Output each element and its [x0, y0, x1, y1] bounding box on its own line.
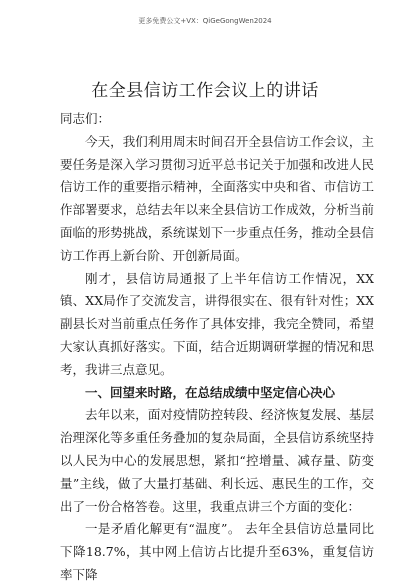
document-body	[60, 108, 374, 587]
document-title: 在全县信访工作会议上的讲话	[91, 81, 319, 101]
salutation: 同志们：	[60, 111, 111, 126]
header-watermark: 更多免费公文+VX：QiGeGongWen2024	[138, 17, 272, 25]
paragraph-1: 今天，我们利用周末时间召开全县信访工作会议，主要任务是深入学习贯彻习近平总书记关于加强和改进人民信访工作的重要指示精神，全面落实中央和省、市信访工作部署要求，总结去年以来全县信访工作成效，分析当前面临的形势挑战，系统谋划下一步重点任务，推动全县信访工作再上新台阶、开创新局面。	[60, 133, 374, 263]
paragraph-2: 刚才，县信访局通报了上半年信访工作情况，XX镇、XX局作了交流发言，讲得很实在、很有针对性；XX副县长对当前重点任务作了具体安排，我完全赞同，希望大家认真抓好落实。下面，结合近期调研掌握的情况和思考，我讲三点意见。	[60, 270, 374, 377]
paragraph-4: 一是矛盾化解更有“温度”。 去年全县信访总量同比下降18.7%，其中网上信访占比提升至63%，重复信访率下降	[60, 521, 374, 582]
paragraph-3: 去年以来，面对疫情防控转段、经济恢复发展、基层治理深化等多重任务叠加的复杂局面，全县信访系统坚持以人民为中心的发展思想，紧扣“控增量、减存量、防变量”主线，做了大量打基础、利长远、惠民生的工作，交出了一份合格答卷。这里，我重点讲三个方面的变化：	[60, 407, 374, 514]
section-heading-1: 一、回望来时路，在总结成绩中坚定信心决心	[85, 384, 336, 400]
